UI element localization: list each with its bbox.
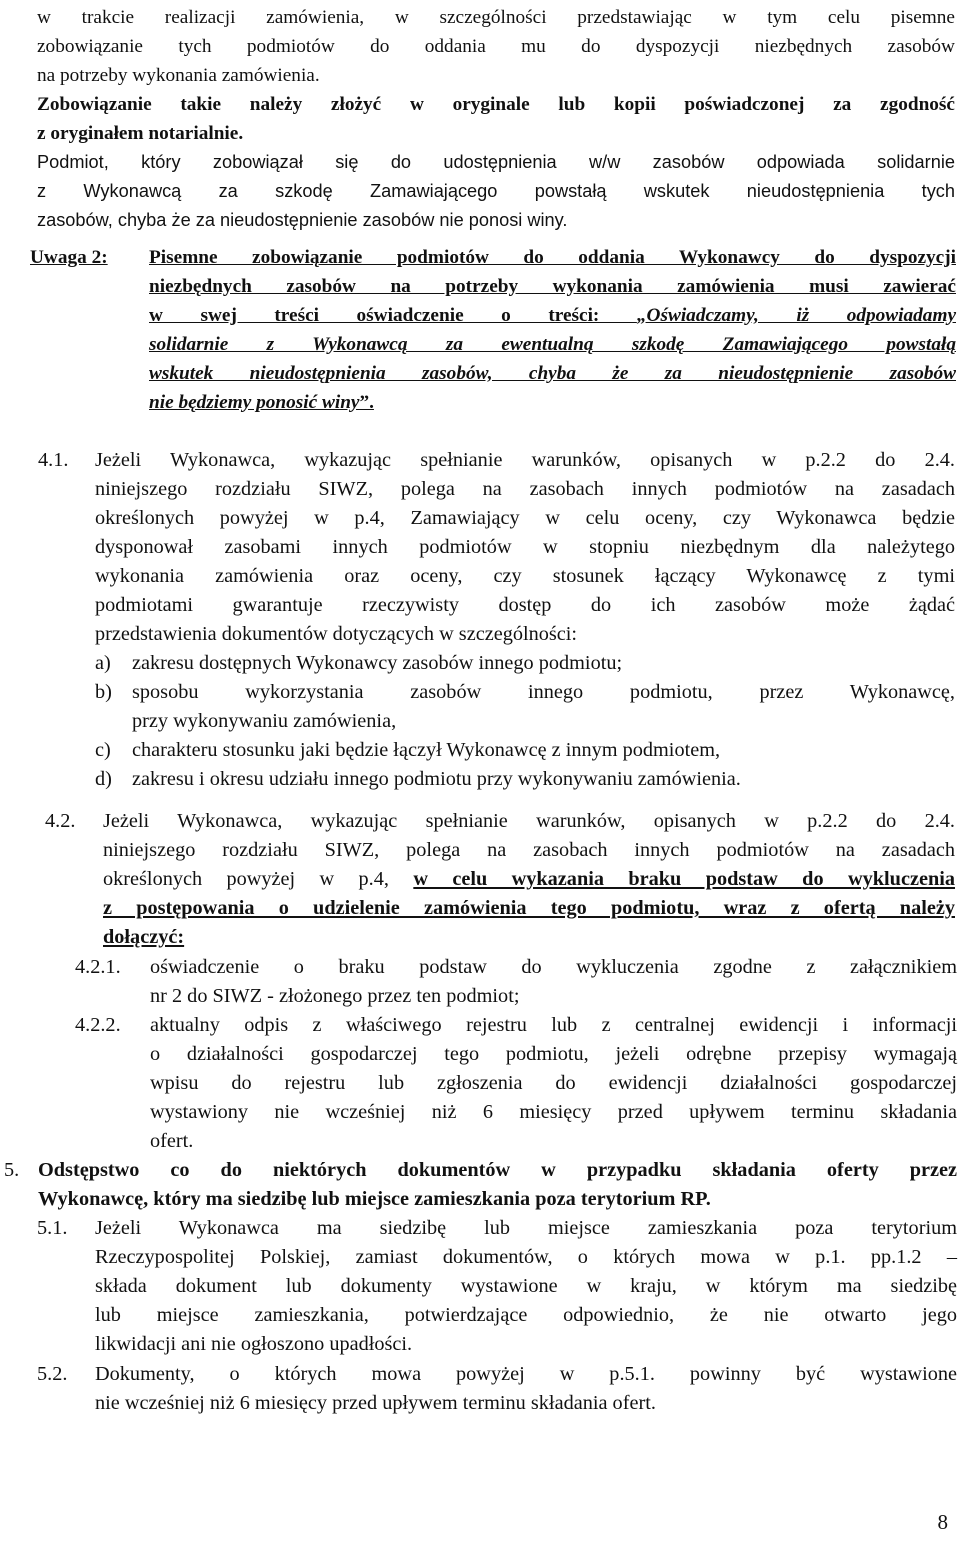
subsection-body (150, 953, 957, 1011)
text-line: niniejszego rozdziału SIWZ, polega na zasobach innych podmiotów na zasadach (95, 478, 955, 500)
text-line: lub miejsce zamieszkania, potwierdzające odpowiednio, że nie otwarto jego (95, 1304, 957, 1326)
list-text: przy wykonywaniu zamówienia, (132, 710, 397, 732)
text-line: nr 2 do SIWZ - złożonego przez ten podmiot; (150, 985, 520, 1007)
list-item (95, 649, 955, 678)
list-item (95, 736, 955, 765)
text-line: zasobów, chyba że za nieudostępnienie zasobów nie ponosi winy. (37, 210, 568, 230)
text-line: nie wcześniej niż 6 miesięcy przed upływem terminu składania ofert. (95, 1392, 656, 1414)
section-body (95, 446, 955, 649)
text-line: Jeżeli Wykonawca, wykazując spełnianie warunków, opisanych w p.2.2 do 2.4. (103, 810, 955, 832)
note-line: Pisemne zobowiązanie podmiotów do oddania Wykonawcy do dyspozycji (149, 247, 956, 268)
list-label: c) (95, 739, 111, 761)
text-line: na potrzeby wykonania zamówienia. (37, 65, 320, 86)
title-line: Odstępstwo co do niektórych dokumentów w przypadku składania oferty przez (38, 1159, 957, 1181)
text-line: niniejszego rozdziału SIWZ, polega na zasobach innych podmiotów na zasadach (103, 839, 955, 861)
subsection-body (95, 1360, 957, 1418)
text-line: określonych powyżej w p.4, Zamawiający w celu oceny, czy Wykonawca będzie (95, 507, 955, 529)
note-line: solidarnie z Wykonawcą za ewentualną szkodę Zamawiającego powstałą (149, 334, 956, 355)
bold-text-line: Zobowiązanie takie należy złożyć w oryginale lub kopii poświadczonej za zgodność (37, 94, 955, 115)
note-quote: „Oświadczamy, iż odpowiadamy (636, 305, 956, 326)
list (95, 649, 955, 794)
text-line: z Wykonawcą za szkodę Zamawiającego powstałą wskutek nieudostępnienia tych (37, 181, 955, 201)
text-line: składa dokument lub dokumenty wystawione w kraju, w którym ma siedzibę (95, 1275, 957, 1297)
text-line: w trakcie realizacji zamówienia, w szczególności przedstawiając w tym celu pisemne (37, 7, 955, 28)
text-line: wykonania zamówienia oraz oceny, czy stosunek łączący Wykonawcę z tymi (95, 565, 955, 587)
subsection-body (95, 1214, 957, 1359)
text-line: ofert. (150, 1130, 194, 1152)
subsection-number: 4.2.1. (75, 956, 121, 978)
note-label: Uwaga 2: (30, 247, 108, 268)
list-item (95, 678, 955, 736)
note-quote: nie będziemy ponosić winy (149, 392, 360, 413)
text-line: przedstawienia dokumentów dotyczących w szczególności: (95, 623, 578, 645)
subsection-body (150, 1011, 957, 1156)
text-line: Rzeczypospolitej Polskiej, zamiast dokumentów, o których mowa w p.1. pp.1.2 – (95, 1246, 957, 1268)
subsection-number: 4.2.2. (75, 1014, 121, 1036)
note-text: w swej treści oświadczenie o treści: (149, 305, 637, 326)
subsection-number: 5.1. (37, 1217, 68, 1239)
text-line: Jeżeli Wykonawca ma siedzibę lub miejsce zamieszkania poza terytorium (95, 1217, 957, 1239)
note-body (149, 243, 956, 417)
text-line: aktualny odpis z właściwego rejestru lub z centralnej ewidencji i informacji (150, 1014, 957, 1036)
section-title (38, 1156, 957, 1214)
intro-paragraph (37, 3, 955, 235)
section-number: 4.2. (45, 810, 76, 832)
section-number: 5. (4, 1159, 20, 1181)
text-line (103, 865, 955, 894)
list-text: charakteru stosunku jaki będzie łączył Wykonawcę z innym podmiotem, (132, 739, 721, 761)
list-label: d) (95, 768, 112, 790)
text-line: o działalności gospodarczej tego podmiotu, jeżeli odrębne przepisy wymagają (150, 1043, 957, 1065)
list-text-block (132, 678, 955, 736)
list-text: sposobu wykorzystania zasobów innego podmiotu, przez Wykonawcę, (132, 681, 955, 703)
text-line: Dokumenty, o których mowa powyżej w p.5.1. powinny być wystawione (95, 1363, 957, 1385)
note-line (149, 388, 956, 417)
text-line: Podmiot, który zobowiązał się do udostępnienia w/w zasobów odpowiada solidarnie (37, 152, 955, 172)
list-text: zakresu i okresu udziału innego podmiotu przy wykonywaniu zamówienia. (132, 768, 741, 790)
text-line: oświadczenie o braku podstaw do wykluczenia zgodne z załącznikiem (150, 956, 957, 978)
emphasis-line: z postępowania o udzielenie zamówienia tego podmiotu, wraz z ofertą należy (103, 897, 955, 919)
section-body (103, 807, 955, 952)
text-line: likwidacji ani nie ogłoszono upadłości. (95, 1333, 413, 1355)
note-line: wskutek nieudostępnienia zasobów, chyba że za nieudostępnienie zasobów (149, 363, 956, 384)
text-line: wystawiony nie wcześniej niż 6 miesięcy przed upływem terminu składania (150, 1101, 957, 1123)
list-text: zakresu dostępnych Wykonawcy zasobów innego podmiotu; (132, 652, 623, 674)
text-line: Jeżeli Wykonawca, wykazując spełnianie warunków, opisanych w p.2.2 do 2.4. (95, 449, 955, 471)
title-line: Wykonawcę, który ma siedzibę lub miejsce zamieszkania poza terytorium RP. (38, 1188, 711, 1210)
note-line: niezbędnych zasobów na potrzeby wykonania zamówienia musi zawierać (149, 276, 956, 297)
bold-text-line: z oryginałem notarialnie. (37, 123, 244, 144)
emphasis-text: w celu wykazania braku podstaw do wykluczenia (413, 868, 956, 890)
list-item (95, 765, 955, 794)
emphasis-line: dołączyć: (103, 926, 185, 948)
note-text: ”. (359, 392, 374, 413)
text-line: podmiotami gwarantuje rzeczywisty dostęp do ich zasobów może żądać (95, 594, 955, 616)
text-line: zobowiązanie tych podmiotów do oddania mu do dyspozycji niezbędnych zasobów (37, 36, 955, 57)
text: określonych powyżej w p.4, (103, 868, 414, 890)
text-line: dysponował zasobami innych podmiotów w stopniu niezbędnym dla należytego (95, 536, 955, 558)
page-number: 8 (937, 1510, 948, 1534)
note-line (149, 301, 956, 330)
list-label: a) (95, 652, 111, 674)
list-label: b) (95, 681, 112, 703)
text-line: wpisu do rejestru lub zgłoszenia do ewidencji działalności gospodarczej (150, 1072, 957, 1094)
section-number: 4.1. (38, 449, 69, 471)
subsection-number: 5.2. (37, 1363, 68, 1385)
